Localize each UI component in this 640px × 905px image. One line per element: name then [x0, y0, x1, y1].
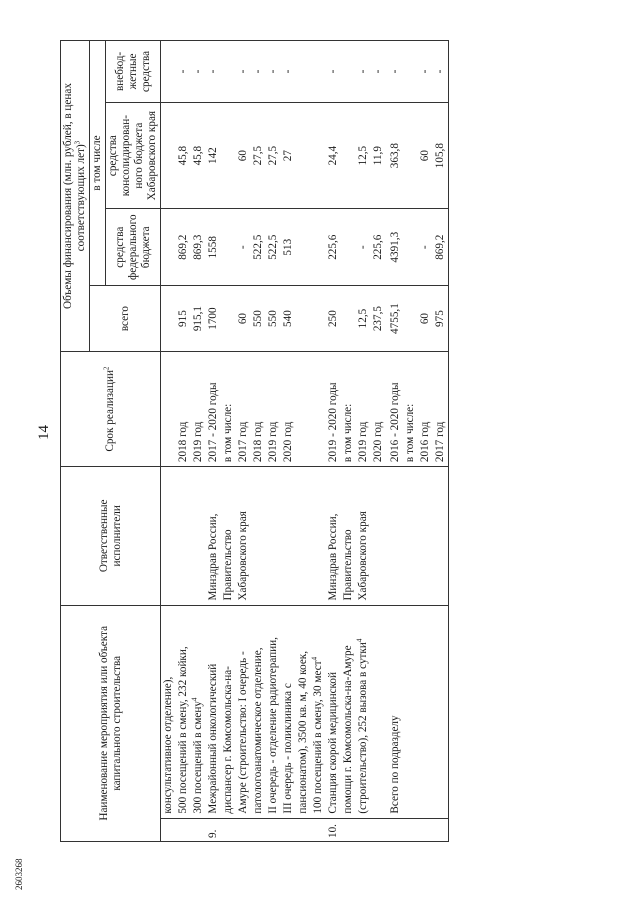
row-federal: 522,5: [251, 209, 266, 286]
table-header: [61, 41, 161, 842]
row-extra: -: [266, 41, 281, 103]
row-index: [371, 818, 386, 841]
row-regional: 24,4: [326, 102, 341, 209]
row-period: 2019 - 2020 годы: [326, 352, 341, 467]
row-total: 975: [433, 286, 449, 352]
row-period: [311, 352, 326, 467]
row-name: Амуре (строительство: I очередь -: [236, 605, 251, 818]
row-regional: [403, 102, 418, 209]
row-regional: 363,8: [388, 102, 403, 209]
row-regional: 27,5: [266, 102, 281, 209]
row-index: [236, 818, 251, 841]
row-executor: [176, 467, 191, 605]
row-executor: [191, 467, 206, 605]
header-including: в том числе: [90, 41, 106, 286]
row-total: 12,5: [356, 286, 371, 352]
row-extra: [311, 41, 326, 103]
row-total: 915: [176, 286, 191, 352]
row-executor: Правительство: [221, 467, 236, 605]
table-row: [251, 41, 266, 842]
row-total: [221, 286, 236, 352]
row-executor: [388, 467, 403, 605]
row-index: [176, 818, 191, 841]
row-federal: 869,3: [191, 209, 206, 286]
row-period: 2016 год: [418, 352, 433, 467]
row-federal: [161, 209, 177, 286]
row-extra: -: [371, 41, 386, 103]
row-total: [341, 286, 356, 352]
row-federal: -: [236, 209, 251, 286]
row-executor: [418, 467, 433, 605]
row-index: [356, 818, 371, 841]
row-federal: -: [356, 209, 371, 286]
row-regional: [311, 102, 326, 209]
table-row: [311, 41, 326, 842]
row-extra: -: [236, 41, 251, 103]
row-total: 60: [418, 286, 433, 352]
row-federal: 513: [281, 209, 296, 286]
table-row: [296, 41, 311, 842]
row-period: 2019 год: [191, 352, 206, 467]
row-executor: [161, 467, 177, 605]
row-federal: [341, 209, 356, 286]
row-period: 2017 год: [433, 352, 449, 467]
row-period: в том числе:: [341, 352, 356, 467]
row-total: [296, 286, 311, 352]
row-executor: Минздрав России,: [206, 467, 221, 605]
row-extra: [403, 41, 418, 103]
row-federal: [221, 209, 236, 286]
row-federal: 869,2: [176, 209, 191, 286]
row-extra: -: [433, 41, 449, 103]
row-index: [418, 818, 433, 841]
row-total: 550: [251, 286, 266, 352]
row-period: 2017 год: [236, 352, 251, 467]
row-federal: 522,5: [266, 209, 281, 286]
row-extra: -: [176, 41, 191, 103]
row-extra: [161, 41, 177, 103]
row-extra: -: [251, 41, 266, 103]
row-index: [341, 818, 356, 841]
row-executor: [403, 467, 418, 605]
header-funding: Объемы финансирования (млн. рублей, в ценах соответствующих лет)$^3$: [61, 41, 90, 352]
row-index: [296, 818, 311, 841]
table-row: [236, 41, 251, 842]
table-row: [388, 41, 403, 842]
row-executor: [371, 467, 386, 605]
row-executor: [251, 467, 266, 605]
row-period: 2019 год: [266, 352, 281, 467]
row-index: [251, 818, 266, 841]
row-period: 2020 год: [371, 352, 386, 467]
row-total: 550: [266, 286, 281, 352]
row-index: [388, 818, 403, 841]
row-total: [311, 286, 326, 352]
row-federal: [296, 209, 311, 286]
row-executor: Хабаровского края: [356, 467, 371, 605]
header-executors: Ответственные исполнители: [61, 467, 161, 605]
row-name: [418, 605, 433, 818]
row-regional: 12,5: [356, 102, 371, 209]
row-name: Межрайонный онкологический: [206, 605, 221, 818]
row-regional: 105,8: [433, 102, 449, 209]
row-federal: 4391,3: [388, 209, 403, 286]
row-total: 60: [236, 286, 251, 352]
row-total: [161, 286, 177, 352]
row-total: 540: [281, 286, 296, 352]
row-extra: -: [206, 41, 221, 103]
row-total: 4755,1: [388, 286, 403, 352]
row-index: 10.: [326, 818, 341, 841]
row-name: патологоанатомическое отделение,: [251, 605, 266, 818]
row-executor: [266, 467, 281, 605]
row-regional: 142: [206, 102, 221, 209]
row-index: [221, 818, 236, 841]
row-index: 9.: [206, 818, 221, 841]
row-total: 237,5: [371, 286, 386, 352]
row-name: 100 посещений в смену, 30 мест$^4$: [311, 605, 326, 818]
table-row: [161, 41, 177, 842]
funding-table: [60, 40, 449, 842]
row-executor: Минздрав России,: [326, 467, 341, 605]
row-total: 915,1: [191, 286, 206, 352]
row-extra: -: [356, 41, 371, 103]
row-name: консультативное отделение),: [161, 605, 177, 818]
row-executor: [281, 467, 296, 605]
row-regional: [296, 102, 311, 209]
header-federal: средства федерального бюджета: [106, 209, 161, 286]
row-index: [191, 818, 206, 841]
row-federal: [403, 209, 418, 286]
row-executor: Правительство: [341, 467, 356, 605]
row-federal: [311, 209, 326, 286]
row-federal: -: [418, 209, 433, 286]
row-name: (строительство), 252 вызова в сутки$^4$: [356, 605, 371, 818]
table-row: [418, 41, 433, 842]
row-name: помощи г. Комсомольска-на-Амуре: [341, 605, 356, 818]
row-name: [371, 605, 386, 818]
row-executor: [296, 467, 311, 605]
row-name: пансионатом), 3500 кв. м, 40 коек,: [296, 605, 311, 818]
row-total: 250: [326, 286, 341, 352]
row-period: 2017 - 2020 годы: [206, 352, 221, 467]
row-regional: 45,8: [176, 102, 191, 209]
table-row: [356, 41, 371, 842]
table-row: [266, 41, 281, 842]
table-row: [403, 41, 418, 842]
row-regional: [221, 102, 236, 209]
row-name: [403, 605, 418, 818]
row-extra: -: [418, 41, 433, 103]
row-name: II очередь - отделение радиотерапии,: [266, 605, 281, 818]
rotated-table-container: [60, 40, 600, 842]
row-name: 300 посещений в смену$^4$: [191, 605, 206, 818]
table-body: [161, 41, 449, 842]
row-period: 2019 год: [356, 352, 371, 467]
row-name: III очередь - поликлиника с: [281, 605, 296, 818]
row-period: 2018 год: [251, 352, 266, 467]
table-row: [341, 41, 356, 842]
row-total: 1700: [206, 286, 221, 352]
row-federal: 1558: [206, 209, 221, 286]
row-executor: [311, 467, 326, 605]
document-id: 2603268: [14, 858, 24, 890]
page-number: 14: [36, 425, 52, 440]
row-extra: -: [388, 41, 403, 103]
row-index: [281, 818, 296, 841]
row-executor: [433, 467, 449, 605]
row-total: [403, 286, 418, 352]
table-row: [176, 41, 191, 842]
table-row: [191, 41, 206, 842]
row-regional: 27,5: [251, 102, 266, 209]
row-extra: -: [281, 41, 296, 103]
row-index: [433, 818, 449, 841]
row-extra: [296, 41, 311, 103]
header-total: всего: [90, 286, 161, 352]
row-period: 2016 - 2020 годы: [388, 352, 403, 467]
row-name: Всего по подразделу: [388, 605, 403, 818]
row-period: [161, 352, 177, 467]
row-index: [161, 818, 177, 841]
row-index: [403, 818, 418, 841]
row-name: диспансер г. Комсомольска-на-: [221, 605, 236, 818]
header-name: Наименование мероприятия или объекта капитального строительства: [61, 605, 161, 841]
row-extra: [341, 41, 356, 103]
row-name: Станция скорой медицинской: [326, 605, 341, 818]
row-period: 2020 год: [281, 352, 296, 467]
row-regional: [341, 102, 356, 209]
row-index: [266, 818, 281, 841]
row-extra: -: [326, 41, 341, 103]
table-row: [281, 41, 296, 842]
row-period: в том числе:: [403, 352, 418, 467]
table-row: [206, 41, 221, 842]
row-period: в том числе:: [221, 352, 236, 467]
row-regional: 60: [236, 102, 251, 209]
row-regional: 45,8: [191, 102, 206, 209]
row-period: [296, 352, 311, 467]
table-row: [371, 41, 386, 842]
row-federal: 869,2: [433, 209, 449, 286]
header-extra: внебюд-жетные средства: [106, 41, 161, 103]
table-row: [221, 41, 236, 842]
row-index: [311, 818, 326, 841]
table-row: [326, 41, 341, 842]
row-name: [433, 605, 449, 818]
table-row: [433, 41, 449, 842]
header-regional: средства консолидирован-ного бюджета Хабаровского края: [106, 102, 161, 209]
row-name: 500 посещений в смену, 232 койки,: [176, 605, 191, 818]
row-extra: -: [191, 41, 206, 103]
row-period: 2018 год: [176, 352, 191, 467]
row-regional: 11,9: [371, 102, 386, 209]
row-executor: Хабаровского края: [236, 467, 251, 605]
row-extra: [221, 41, 236, 103]
row-regional: 60: [418, 102, 433, 209]
row-regional: [161, 102, 177, 209]
row-federal: 225,6: [326, 209, 341, 286]
row-regional: 27: [281, 102, 296, 209]
header-period: Срок реализации$^2$: [61, 352, 161, 467]
row-federal: 225,6: [371, 209, 386, 286]
